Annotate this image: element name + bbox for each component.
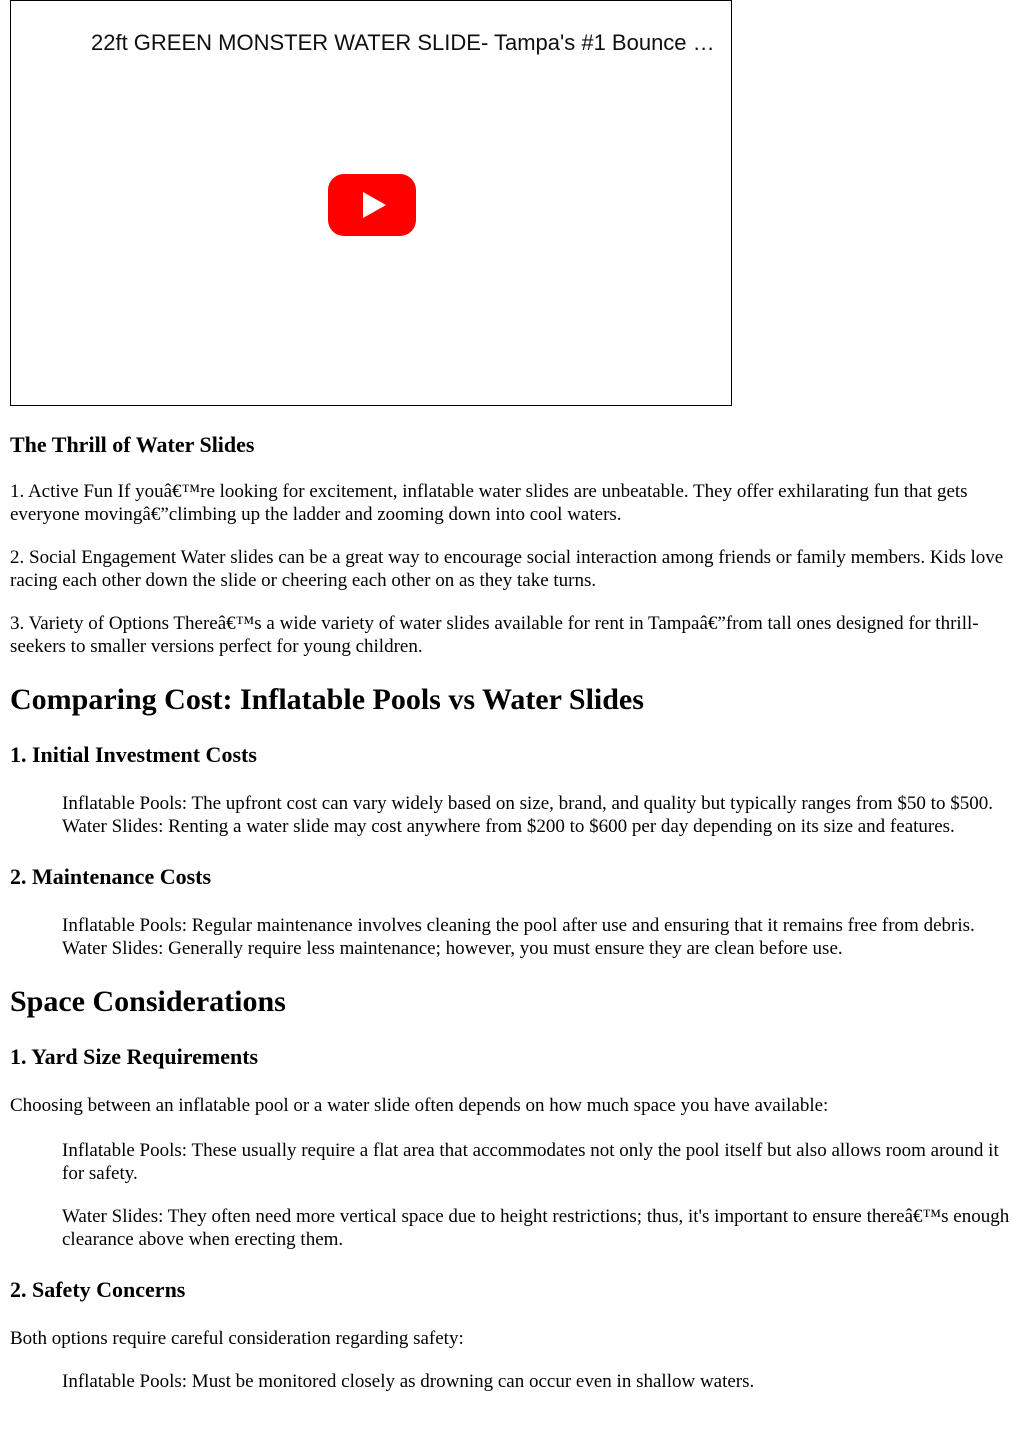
video-title[interactable]: 22ft GREEN MONSTER WATER SLIDE- Tampa's #1 Bounce … xyxy=(91,30,715,55)
youtube-play-icon[interactable] xyxy=(328,174,416,236)
thrill-item-social: 2. Social Engagement Water slides can be a great way to encourage social interaction among friends or family members. Kids love racing each other down the slide or cheering each other on as they take turns. xyxy=(10,547,1004,591)
initial-costs-heading: 1. Initial Investment Costs xyxy=(10,742,257,767)
yard-size-slides: Water Slides: They often need more vertical space due to height restrictions; thus, it's important to ensure thereâ€™s enough clearance above when erecting them. xyxy=(62,1206,1010,1250)
maintenance-costs-heading: 2. Maintenance Costs xyxy=(10,864,212,889)
maintenance-costs-text: Inflatable Pools: Regular maintenance involves cleaning the pool after use and ensuring that it remains free from debris. Water Slides: Generally require less maintenance; however, you must ensure they are clean before use. xyxy=(62,915,975,959)
initial-costs-text: Inflatable Pools: The upfront cost can vary widely based on size, brand, and quality but typically ranges from $50 to $500. Water Slides: Renting a water slide may cost anywhere from $200 to $600 per day depending on its size and features. xyxy=(62,793,993,837)
thrill-item-active-fun: 1. Active Fun If youâ€™re looking for excitement, inflatable water slides are unbeatable. They offer exhilarating fun that gets everyone movingâ€”climbing up the ladder and zooming down into cool waters. xyxy=(10,481,968,525)
yard-size-intro: Choosing between an inflatable pool or a water slide often depends on how much space you have available: xyxy=(10,1095,829,1116)
safety-pools: Inflatable Pools: Must be monitored closely as drowning can occur even in shallow waters. xyxy=(62,1371,755,1392)
video-embed[interactable] xyxy=(10,0,732,406)
yard-size-heading: 1. Yard Size Requirements xyxy=(10,1044,259,1069)
yard-size-pools: Inflatable Pools: These usually require a flat area that accommodates not only the pool itself but also allows room around it for safety. xyxy=(62,1140,999,1184)
cost-heading: Comparing Cost: Inflatable Pools vs Water Slides xyxy=(10,683,644,716)
safety-heading: 2. Safety Concerns xyxy=(10,1277,186,1302)
safety-intro: Both options require careful consideration regarding safety: xyxy=(10,1328,464,1349)
thrill-item-variety: 3. Variety of Options Thereâ€™s a wide variety of water slides available for rent in Tampaâ€”from tall ones designed for thrill-seekers to smaller versions perfect for young children. xyxy=(10,613,979,657)
thrill-heading: The Thrill of Water Slides xyxy=(10,432,255,457)
space-heading: Space Considerations xyxy=(10,985,286,1018)
